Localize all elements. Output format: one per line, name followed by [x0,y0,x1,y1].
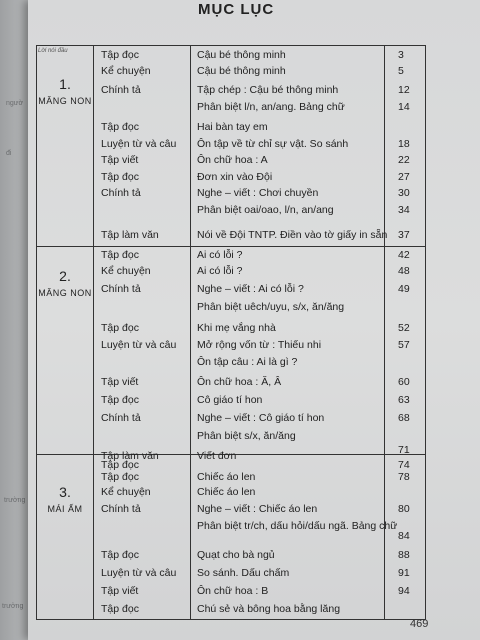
row-title: Ai có lỗi ? [197,249,243,261]
row-subject: Tập đọc [101,322,139,334]
row-title: Ôn tập về từ chỉ sự vật. So sánh [197,138,349,150]
margin-note: ngườ [6,100,24,107]
row-page-number: 42 [398,249,410,261]
row-page-number: 68 [398,412,410,424]
row-subject: Tập làm văn [101,229,159,241]
toc-page [28,0,480,640]
row-page-number: 94 [398,585,410,597]
row-subject: Tập đọc [101,394,139,406]
row-subject: Chính tả [101,283,141,295]
column-divider [384,46,385,619]
row-subject: Tập đọc [101,471,139,483]
row-page-number: 78 [398,471,410,483]
row-subject: Chính tả [101,84,141,96]
row-page-number: 12 [398,84,410,96]
row-title: Khi mẹ vắng nhà [197,322,276,334]
row-title: Phân biệt l/n, an/ang. Bảng chữ [197,101,345,113]
row-subject: Tập đọc [101,549,139,561]
row-title: Nghe – viết : Cô giáo tí hon [197,412,325,424]
row-page-number: 14 [398,101,410,113]
unit-name: MÁI ẤM [47,504,83,514]
row-subject: Tập đọc [101,603,139,615]
row-subject: Luyện từ và câu [101,567,177,579]
row-page-number: 37 [398,229,410,241]
margin-note: đi [6,150,12,157]
margin-note: trưởng [2,603,24,610]
row-subject: Tập đọc [101,459,139,471]
row-title: Nghe – viết : Chiếc áo len [197,503,318,515]
preface-label: Lời nói đầu [38,48,68,54]
page-number: 469 [410,618,429,630]
row-title: Chiếc áo len [197,486,256,498]
row-page-number: 48 [398,265,410,277]
row-title: Chú sẻ và bông hoa bằng lăng [197,603,341,615]
column-divider [190,46,191,619]
row-subject: Tập đọc [101,249,139,261]
row-subject: Kể chuyện [101,486,151,498]
row-subject: Kể chuyện [101,265,151,277]
row-subject: Tập viết [101,376,139,388]
unit-number: 1. [59,76,71,92]
row-title: Viết đơn [197,450,237,462]
margin-note: trường [4,497,26,504]
row-title: Ai có lỗi ? [197,265,243,277]
row-title: Phân biệt s/x, ăn/ăng [197,430,296,442]
row-page-number: 84 [398,530,410,542]
row-title: Phân biệt uêch/uyu, s/x, ăn/ăng [197,301,345,313]
row-title: Nghe – viết : Chơi chuyền [197,187,319,199]
row-subject: Chính tả [101,412,141,424]
row-title: Mở rộng vốn từ : Thiếu nhi [197,339,322,351]
row-page-number: 22 [398,154,410,166]
row-subject: Tập làm văn [101,450,159,462]
row-title: Cô giáo tí hon [197,394,263,406]
row-title: So sánh. Dấu chấm [197,567,290,579]
row-title: Hai bàn tay em [197,121,268,133]
row-title: Cậu bé thông minh [197,65,286,77]
row-subject: Tập đọc [101,121,139,133]
row-page-number: 27 [398,171,410,183]
row-title: Tập chép : Cậu bé thông minh [197,84,339,96]
row-page-number: 74 [398,459,410,471]
toc-table [36,45,426,620]
row-page-number: 57 [398,339,410,351]
row-title: Nghe – viết : Ai có lỗi ? [197,283,304,295]
page-title: MỤC LỤC [198,1,275,18]
row-title: Nói về Đội TNTP. Điền vào tờ giấy in sẵn [197,229,388,241]
unit-number: 3. [59,484,71,500]
row-page-number: 52 [398,322,410,334]
row-page-number: 88 [398,549,410,561]
row-page-number: 60 [398,376,410,388]
row-page-number: 3 [398,49,404,61]
row-title: Ôn tập câu : Ai là gì ? [197,356,298,368]
row-page-number: 91 [398,567,410,579]
row-page-number: 63 [398,394,410,406]
unit-name: MĂNG NON [38,288,92,298]
row-subject: Tập viết [101,154,139,166]
row-page-number: 30 [398,187,410,199]
row-subject: Tập đọc [101,171,139,183]
unit-name: MĂNG NON [38,96,92,106]
row-title: Phân biệt tr/ch, dấu hỏi/dấu ngã. Bảng chữ [197,520,398,532]
row-subject: Tập đọc [101,49,139,61]
row-title: Cậu bé thông minh [197,49,286,61]
row-page-number: 80 [398,503,410,515]
row-title: Chiếc áo len [197,471,256,483]
unit-divider [37,246,425,247]
column-divider [93,46,94,619]
row-title: Ôn chữ hoa : A [197,154,268,166]
row-title: Quạt cho bà ngủ [197,549,275,561]
row-subject: Tập viết [101,585,139,597]
row-title: Ôn chữ hoa : Ă, Â [197,376,282,388]
row-page-number: 71 [398,444,410,456]
unit-number: 2. [59,268,71,284]
row-subject: Chính tả [101,187,141,199]
row-subject: Luyện từ và câu [101,138,177,150]
row-page-number: 49 [398,283,410,295]
row-subject: Luyện từ và câu [101,339,177,351]
row-page-number: 34 [398,204,410,216]
row-subject: Kể chuyện [101,65,151,77]
row-title: Đơn xin vào Đội [197,171,273,183]
row-page-number: 18 [398,138,410,150]
row-title: Phân biệt oai/oao, l/n, an/ang [197,204,334,216]
row-subject: Chính tả [101,503,141,515]
row-page-number: 5 [398,65,404,77]
row-title: Ôn chữ hoa : B [197,585,269,597]
